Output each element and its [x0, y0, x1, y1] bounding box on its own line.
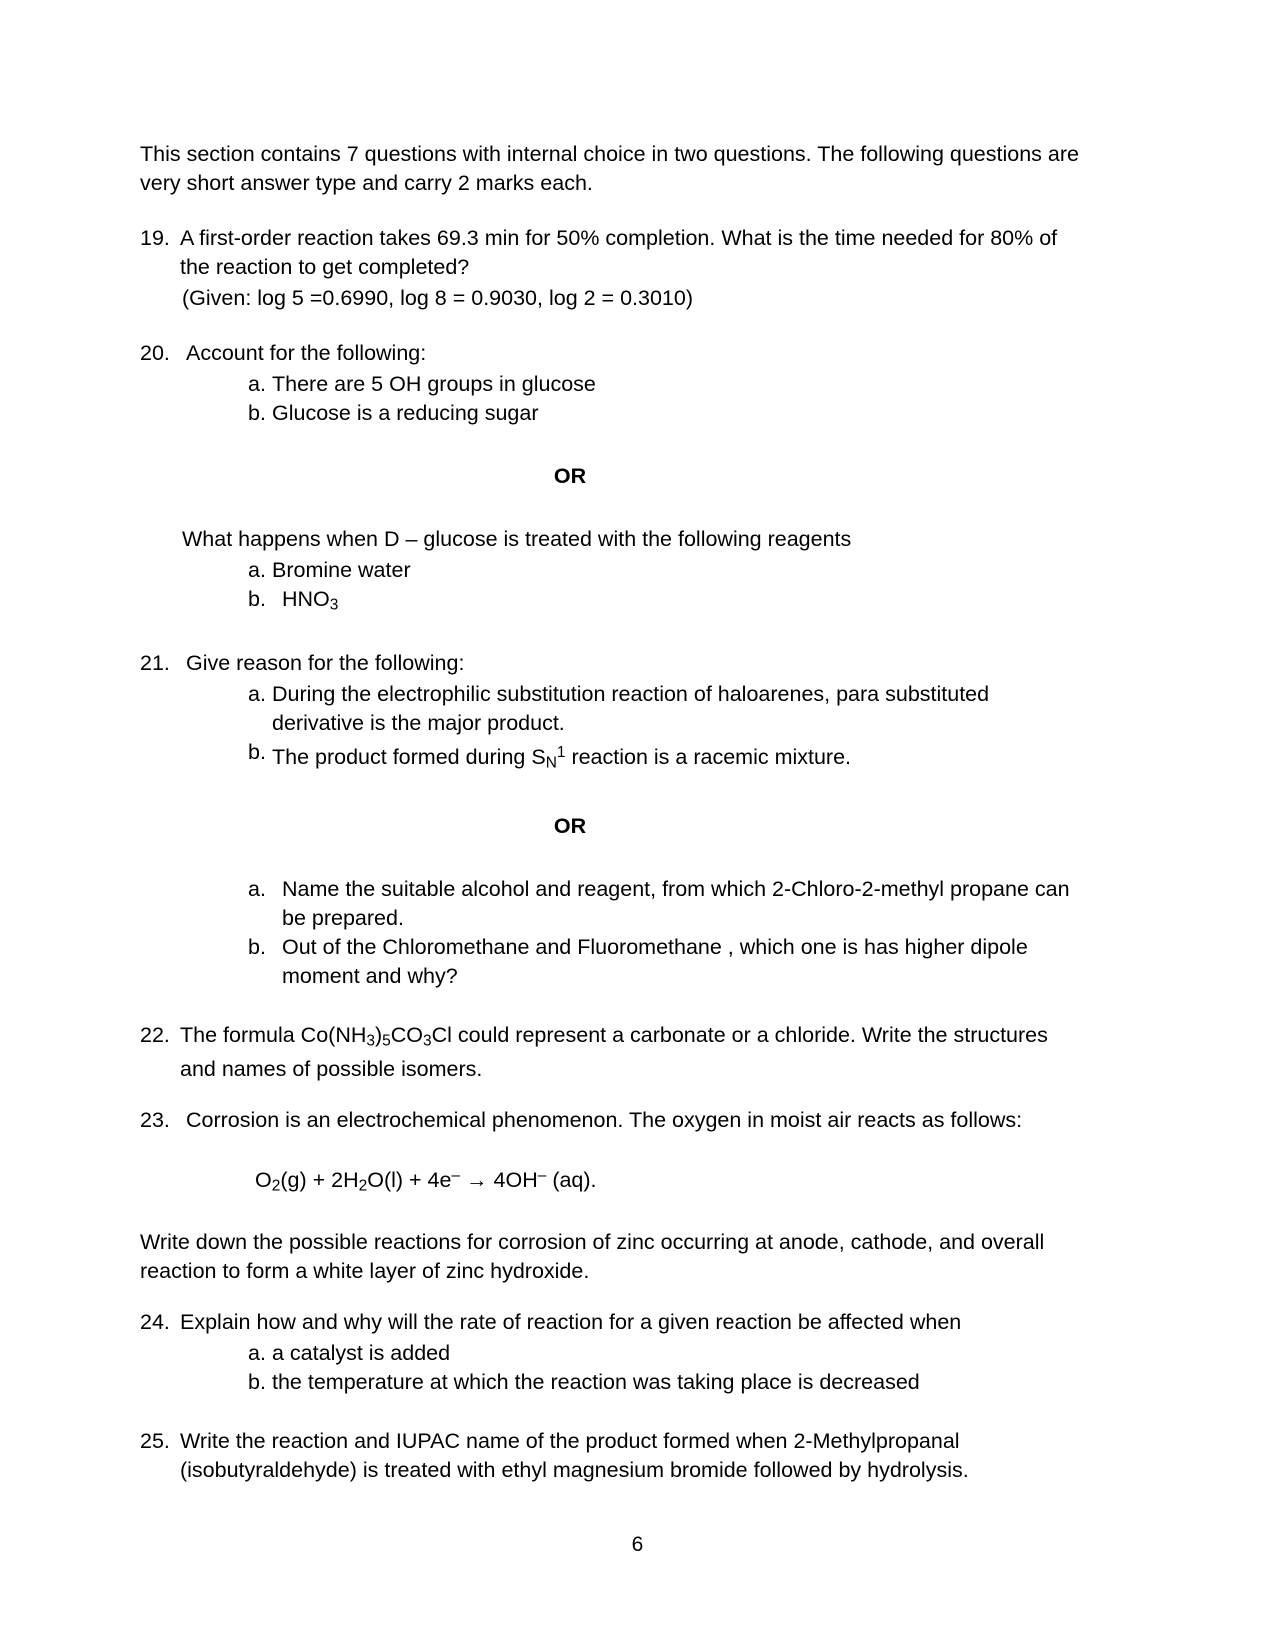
- cobalt-formula-sub-co3: 3: [423, 1032, 432, 1050]
- question-24-item-a: [248, 1339, 1080, 1368]
- question-23: [140, 1106, 1080, 1135]
- question-20-alt-item-b-label: b.: [248, 587, 266, 611]
- question-24-item-b-text: the temperature at which the reaction was taking place is decreased: [272, 1370, 920, 1395]
- question-20-item-a-text: There are 5 OH groups in glucose: [272, 372, 596, 396]
- question-20-alt-item-a-label: a.: [248, 558, 266, 582]
- sn1-text-pre: The product formed during S: [272, 745, 546, 770]
- question-21-alt-item-b-text: Out of the Chloromethane and Fluoromethane , which one is has higher dipole moment and why?: [282, 934, 1028, 988]
- question-21-text: Give reason for the following:: [186, 651, 465, 676]
- question-21-number: 21.: [140, 651, 170, 676]
- question-21-item-b-label: b.: [248, 740, 266, 765]
- equation-tail: (aq).: [546, 1168, 597, 1193]
- question-23-followup: Write down the possible reactions for corrosion of zinc occurring at anode, cathode, and overall reaction to form a white layer of zinc hydroxide.: [140, 1230, 1045, 1284]
- question-20-text: Account for the following:: [186, 341, 427, 365]
- question-21-alt-item-a-label: a.: [248, 876, 266, 901]
- question-24-number: 24.: [140, 1310, 170, 1335]
- question-20-number: 20.: [140, 341, 170, 365]
- question-24-text: Explain how and why will the rate of reaction for a given reaction be affected when: [180, 1310, 962, 1335]
- equation-h-state: O(l) + 4e: [367, 1168, 452, 1193]
- question-20-alt-text: What happens when D – glucose is treated with the following reagents: [182, 527, 852, 551]
- cobalt-formula-sub-5: 5: [382, 1032, 391, 1050]
- cobalt-formula-pre: The formula Co(NH: [180, 1022, 367, 1047]
- question-21-item-a: [248, 680, 1080, 738]
- question-25: [140, 1427, 1080, 1485]
- question-24-item-a-label: a.: [248, 1341, 266, 1366]
- question-21-alt-item-a: [248, 875, 1080, 933]
- sn1-superscript: 1: [556, 744, 566, 762]
- equation-h-subscript: 2: [358, 1177, 368, 1195]
- question-21-or-divider: OR: [553, 813, 587, 838]
- page-number: 6: [631, 1533, 644, 1556]
- question-20-alt-item-a: [248, 556, 1080, 585]
- question-19-text: A first-order reaction takes 69.3 min for 50% completion. What is the time needed for 80% of the reaction to get completed?: [180, 226, 1058, 279]
- question-22: [140, 1021, 1080, 1084]
- oxygen-reduction-equation: [255, 1161, 1080, 1200]
- question-20-item-b: [248, 399, 1080, 428]
- question-24-item-b-label: b.: [248, 1370, 266, 1395]
- equation-o-subscript: 2: [271, 1177, 281, 1195]
- question-22-text: [180, 1021, 1080, 1084]
- question-19: [140, 224, 1080, 282]
- question-24: [140, 1308, 1080, 1337]
- question-20-alt-item-b: [248, 585, 1080, 619]
- section-intro-paragraph: This section contains 7 questions with internal choice in two questions. The following questions are very short answer type and carry 2 marks each.: [140, 142, 1079, 195]
- cobalt-formula-mid2: CO: [390, 1022, 424, 1047]
- sn1-subscript: N: [545, 754, 557, 772]
- sn1-text-post: reaction is a racemic mixture.: [565, 745, 852, 770]
- question-20-item-b-label: b.: [248, 401, 266, 425]
- question-20-or-divider: OR: [553, 464, 587, 488]
- question-20-alt-item-b-text: [282, 585, 1080, 619]
- question-21-alt-item-b: [248, 933, 1080, 991]
- hno3-formula-subscript: 3: [329, 596, 339, 614]
- equation-electron-charge: –: [451, 1167, 461, 1185]
- question-20: [140, 339, 1080, 368]
- cobalt-formula-post: Cl could represent a carbonate or a chloride. Write the structures and names of possible isomers.: [180, 1022, 1048, 1082]
- question-21-item-b-text: [272, 738, 1080, 777]
- page-content: [140, 140, 1080, 1507]
- equation-o-state: (g) + 2H: [280, 1168, 359, 1193]
- question-22-number: 22.: [140, 1022, 170, 1047]
- question-24-item-b: [248, 1368, 1080, 1397]
- question-19-number: 19.: [140, 226, 170, 250]
- question-21-alt-item-a-text: Name the suitable alcohol and reagent, from which 2-Chloro-2-methyl propane can be prepared.: [282, 876, 1070, 930]
- question-25-number: 25.: [140, 1429, 170, 1454]
- question-19-given: (Given: log 5 =0.6990, log 8 = 0.9030, log 2 = 0.3010): [182, 286, 694, 310]
- equation-arrow: → 4OH: [460, 1168, 538, 1193]
- question-20-item-a: [248, 370, 1080, 399]
- question-23-text: Corrosion is an electrochemical phenomenon. The oxygen in moist air reacts as follows:: [186, 1108, 1023, 1133]
- question-21-item-a-label: a.: [248, 682, 266, 707]
- cobalt-formula-sub-nh3: 3: [366, 1032, 375, 1050]
- question-23-number: 23.: [140, 1108, 170, 1133]
- question-21: [140, 649, 1080, 678]
- question-25-text: Write the reaction and IUPAC name of the product formed when 2-Methylpropanal (isobutyraldehyde) is treated with ethyl magnesium bromide followed by hydrolysis.: [180, 1429, 969, 1483]
- question-24-item-a-text: a catalyst is added: [272, 1341, 451, 1366]
- equation-o: O: [255, 1168, 272, 1193]
- equation-hydroxide-charge: –: [537, 1167, 547, 1185]
- question-21-alt-item-b-label: b.: [248, 934, 266, 959]
- question-21-item-a-text: During the electrophilic substitution reaction of haloarenes, para substituted derivative is the major product.: [272, 682, 990, 736]
- question-20-item-a-label: a.: [248, 372, 266, 396]
- cobalt-formula-mid1: ): [375, 1022, 383, 1047]
- question-20-alt-item-a-text: Bromine water: [272, 558, 411, 582]
- hno3-formula-base: HNO: [282, 587, 330, 611]
- question-21-item-b: [248, 738, 1080, 777]
- question-20-item-b-text: Glucose is a reducing sugar: [272, 401, 539, 425]
